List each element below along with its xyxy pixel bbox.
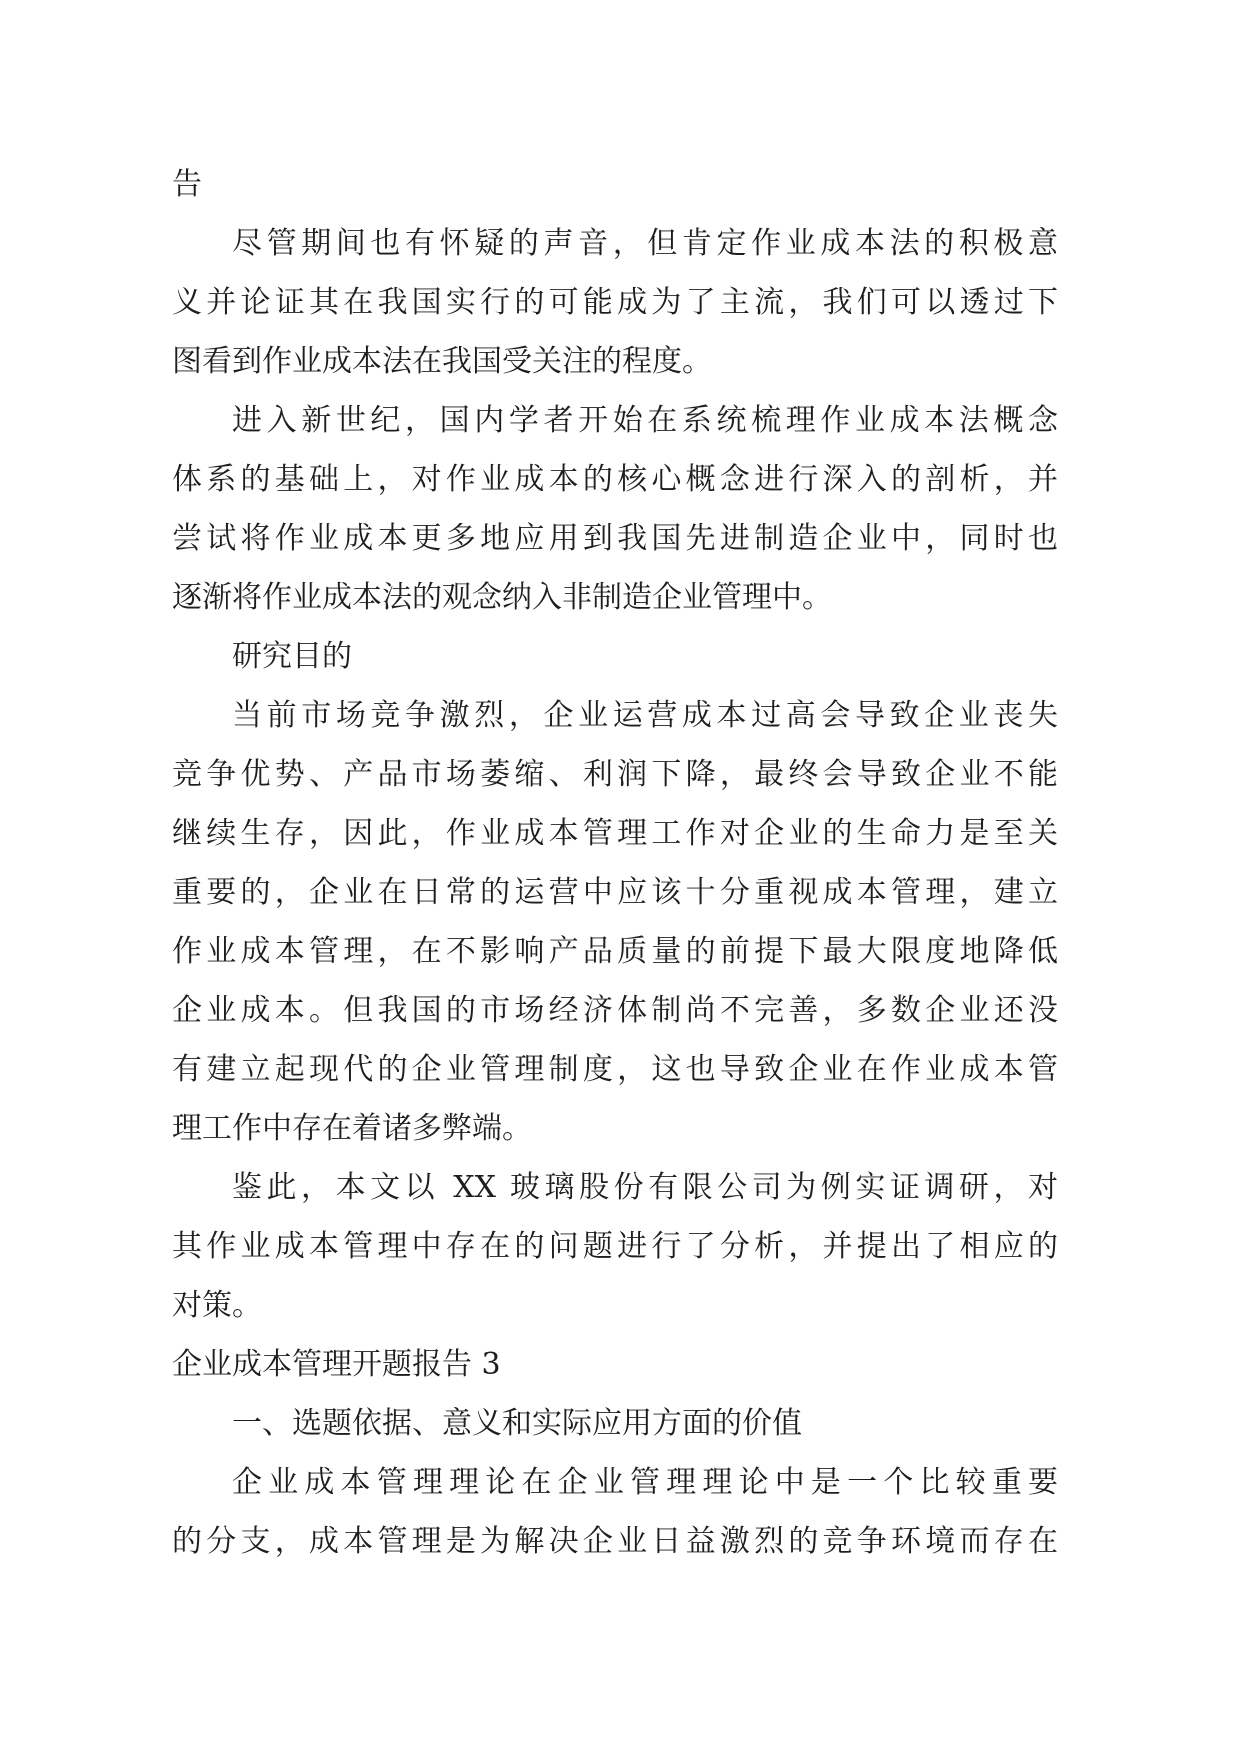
text-line: 告 <box>172 167 202 202</box>
text-line: 的分支，成本管理是为解决企业日益激烈的竞争环境而存在 <box>172 1524 1058 1559</box>
text-line: 尽管期间也有怀疑的声音，但肯定作业成本法的积极意 <box>232 226 1058 261</box>
text-line: 继续生存，因此，作业成本管理工作对企业的生命力是至关 <box>172 816 1058 851</box>
text-line: 竞争优势、产品市场萎缩、利润下降，最终会导致企业不能 <box>172 757 1058 792</box>
text-line: 尝试将作业成本更多地应用到我国先进制造企业中，同时也 <box>172 521 1058 556</box>
text-line: 作业成本管理，在不影响产品质量的前提下最大限度地降低 <box>172 934 1058 969</box>
paragraph <box>172 1158 1058 1335</box>
subheading <box>172 1394 1058 1453</box>
paragraph-continuation <box>172 155 1058 214</box>
section-heading <box>172 1335 1058 1394</box>
text-line: 重要的，企业在日常的运营中应该十分重视成本管理，建立 <box>172 875 1058 910</box>
subheading <box>172 627 1058 686</box>
text-line: 企业成本。但我国的市场经济体制尚不完善，多数企业还没 <box>172 993 1058 1028</box>
text-line: 一、选题依据、意义和实际应用方面的价值 <box>232 1406 802 1441</box>
text-line: 对策。 <box>172 1288 262 1323</box>
text-line: 当前市场竞争激烈，企业运营成本过高会导致企业丧失 <box>232 698 1058 733</box>
paragraph <box>172 391 1058 627</box>
section-title: 企业成本管理开题报告 3 <box>172 1347 501 1382</box>
text-line: 企业成本管理理论在企业管理理论中是一个比较重要 <box>232 1465 1058 1500</box>
text-line: 其作业成本管理中存在的问题进行了分析，并提出了相应的 <box>172 1229 1058 1264</box>
paragraph <box>172 214 1058 391</box>
text-line: 体系的基础上，对作业成本的核心概念进行深入的剖析，并 <box>172 462 1058 497</box>
text-line: 理工作中存在着诸多弊端。 <box>172 1111 532 1146</box>
text-line: 进入新世纪，国内学者开始在系统梳理作业成本法概念 <box>232 403 1058 438</box>
paragraph <box>172 686 1058 1158</box>
paragraph <box>172 1453 1058 1571</box>
text-line: 逐渐将作业成本法的观念纳入非制造企业管理中。 <box>172 580 832 615</box>
text-line: 有建立起现代的企业管理制度，这也导致企业在作业成本管 <box>172 1052 1058 1087</box>
text-line: 研究目的 <box>232 639 352 674</box>
text-line: 图看到作业成本法在我国受关注的程度。 <box>172 344 712 379</box>
document-body <box>172 155 1058 1571</box>
text-line: 鉴此，本文以 XX 玻璃股份有限公司为例实证调研，对 <box>232 1170 1058 1205</box>
text-line: 义并论证其在我国实行的可能成为了主流，我们可以透过下 <box>172 285 1058 320</box>
